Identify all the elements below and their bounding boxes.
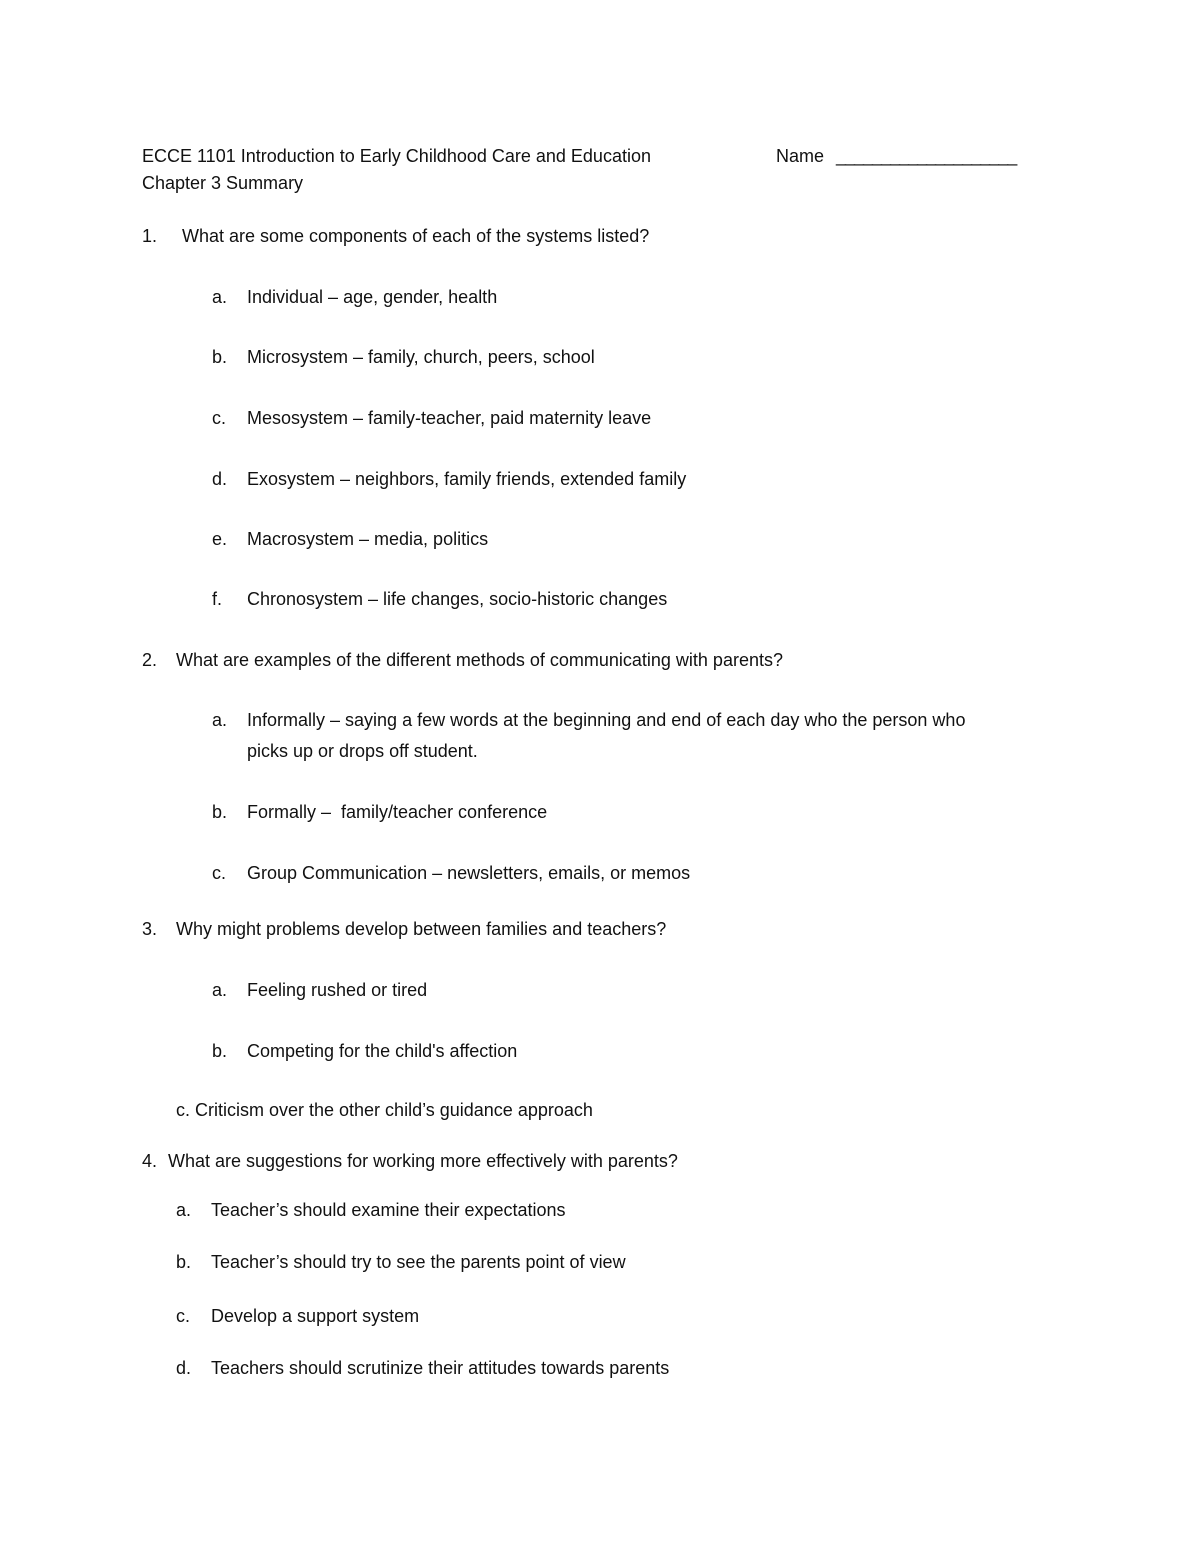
answer-label: b. — [212, 1041, 228, 1061]
answer-label: f. — [212, 589, 223, 609]
answer-text: Formally – family/teacher conference — [247, 802, 548, 822]
answer-label: a. — [212, 710, 228, 730]
answer-label: c. — [212, 863, 227, 883]
question-number: 1. — [142, 226, 158, 246]
answer-text: Teachers should scrutinize their attitudes towards parents — [211, 1358, 670, 1378]
answer-label: c. — [176, 1306, 191, 1326]
answer-text: Macrosystem – media, politics — [247, 529, 489, 549]
answer-text: Group Communication – newsletters, emails, or memos — [247, 863, 691, 883]
answer-text: Competing for the child's affection — [247, 1041, 518, 1061]
answer-label: a. — [176, 1200, 192, 1220]
name-blank: ____________________ — [836, 146, 1017, 166]
answer-label: c. — [212, 408, 227, 428]
answer-text: Individual – age, gender, health — [247, 287, 498, 307]
answer-label: a. — [212, 287, 228, 307]
question-text: What are some components of each of the systems listed? — [182, 226, 650, 246]
answer-text: Mesosystem – family-teacher, paid maternity leave — [247, 408, 652, 428]
question-number: 2. — [142, 650, 158, 670]
course-title: ECCE 1101 Introduction to Early Childhood Care and Education — [142, 146, 651, 166]
answer-label: e. — [212, 529, 228, 549]
question-number: 3. — [142, 919, 158, 939]
question-number: 4. — [142, 1151, 158, 1171]
question-text: What are suggestions for working more effectively with parents? — [168, 1151, 678, 1171]
answer-text: Teacher’s should try to see the parents point of view — [211, 1252, 626, 1272]
answer-label: d. — [176, 1358, 192, 1378]
answer-text-continued: picks up or drops off student. — [247, 741, 478, 761]
answer-text: Develop a support system — [211, 1306, 420, 1326]
answer-text: Chronosystem – life changes, socio-historic changes — [247, 589, 668, 609]
question-text: What are examples of the different methods of communicating with parents? — [176, 650, 783, 670]
answer-label: b. — [212, 802, 228, 822]
chapter-subtitle: Chapter 3 Summary — [142, 173, 304, 193]
answer-text: Feeling rushed or tired — [247, 980, 428, 1000]
answer-label: b. — [212, 347, 228, 367]
answer-text: c. Criticism over the other child’s guidance approach — [176, 1100, 593, 1120]
question-text: Why might problems develop between families and teachers? — [176, 919, 667, 939]
answer-text: Microsystem – family, church, peers, school — [247, 347, 595, 367]
answer-text: Informally – saying a few words at the beginning and end of each day who the person who — [247, 710, 966, 730]
answer-label: a. — [212, 980, 228, 1000]
answer-text: Teacher’s should examine their expectations — [211, 1200, 566, 1220]
answer-label: d. — [212, 469, 228, 489]
answer-label: b. — [176, 1252, 192, 1272]
name-label: Name — [776, 146, 825, 166]
answer-text: Exosystem – neighbors, family friends, extended family — [247, 469, 687, 489]
